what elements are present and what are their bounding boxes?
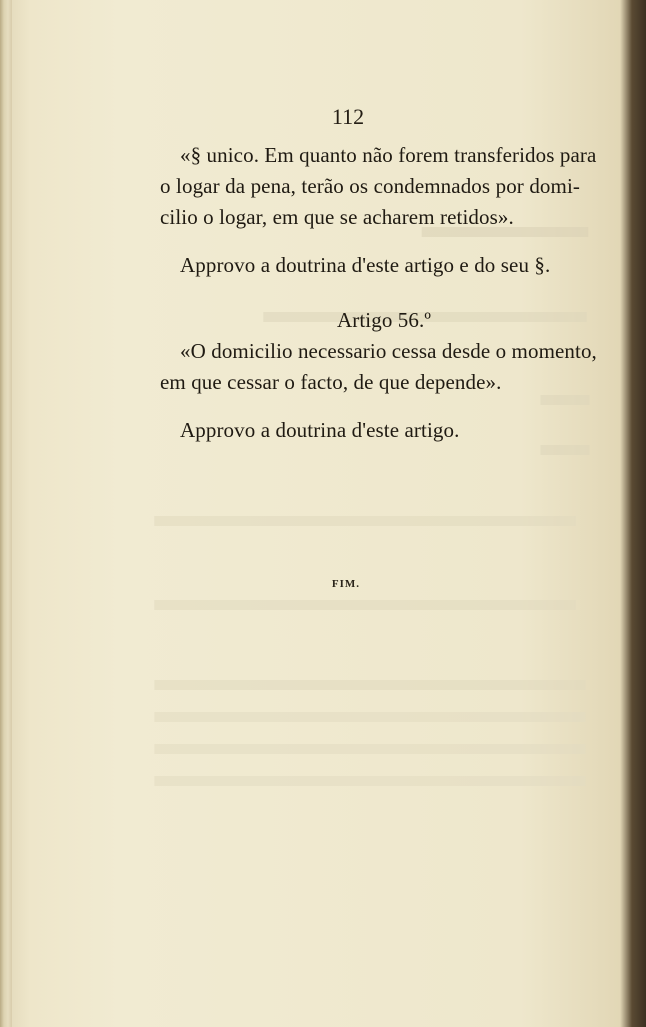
text-line: Approvo a doutrina d'este artigo e do seu §. [180,253,551,277]
paragraph-section-unico [160,140,597,233]
text-line: o logar da pena, terão os condemnados por domi- [160,174,580,198]
page-number: 112 [331,104,365,129]
text-line: «O domicilio necessario cessa desde o momento, [180,339,597,363]
article-56 [160,305,597,398]
paragraph-approval-2 [160,415,580,446]
article-heading: Artigo 56.º [337,308,431,332]
paragraph-approval-1 [160,250,580,281]
text-line: em que cessar o facto, de que depende». [160,370,502,394]
text-line: cilio o logar, em que se acharem retidos». [160,205,514,229]
text-line: Approvo a doutrina d'este artigo. [180,418,460,442]
body-text [160,140,597,446]
page-spine-edge [0,0,12,1027]
end-mark: FIM. [331,578,361,590]
text-line: «§ unico. Em quanto não forem transferidos para [180,143,597,167]
